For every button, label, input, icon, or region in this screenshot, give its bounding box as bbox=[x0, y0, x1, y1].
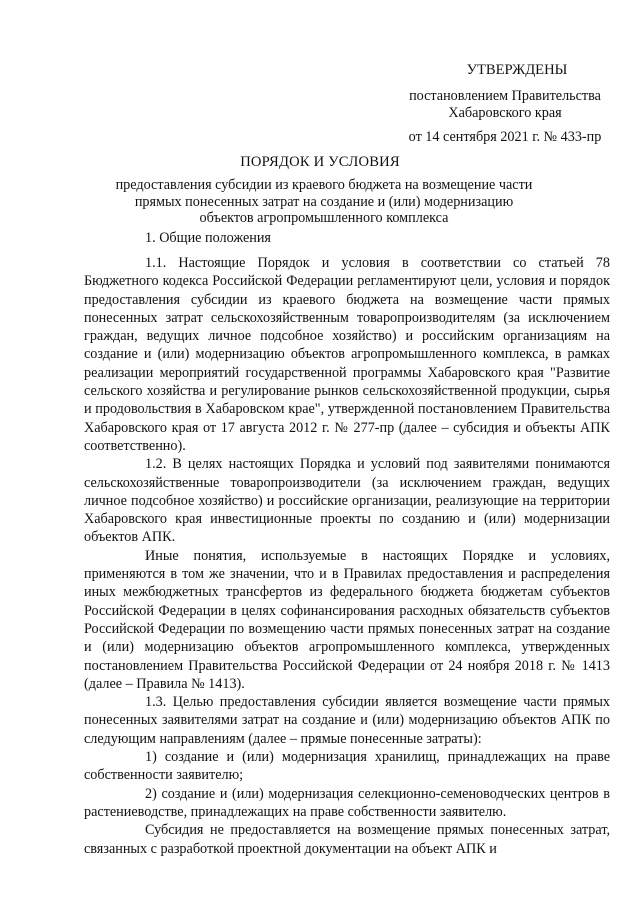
paragraph-1-3: 1.3. Целью предоставления субсидии является возмещение части прямых понесенных заявителями затрат на создание и (или) модернизацию объектов АПК по следующим направлениям (далее – прямые понесенные затраты): bbox=[84, 694, 610, 747]
document-body bbox=[84, 254, 610, 858]
document-subtitle: предоставления субсидии из краевого бюджета на возмещение части прямых понесенных затрат на создание и (или) модернизацию объектов агропромышленного комплекса bbox=[115, 177, 533, 226]
approval-title: УТВЕРЖДЕНЫ bbox=[466, 62, 568, 78]
list-item-1: 1) создание и (или) модернизация хранилищ, принадлежащих на праве собственности заявителю; bbox=[84, 749, 610, 784]
paragraph-definitions: Иные понятия, используемые в настоящих Порядке и условиях, применяются в том же значении, что и в Правилах предоставления и распределения иных межбюджетных трансфертов из федерального бюджета бюджетам субъектов Российской Федерации в целях софинансирования расходных обязательств субъектов Российской Федерации по возмещению части прямых понесенных затрат на создание и (или) модернизацию объектов агропромышленного комплекса, утвержденных постановлением Правительства Российской Федерации от 24 ноября 2018 г. № 1413 (далее – Правила № 1413). bbox=[84, 547, 610, 692]
list-item-2: 2) создание и (или) модернизация селекционно-семеноводческих центров в растениеводстве, принадлежащих на праве собственности заявителю. bbox=[84, 785, 610, 820]
approval-stamp bbox=[380, 62, 630, 146]
paragraph-exclusion: Субсидия не предоставляется на возмещение прямых понесенных затрат, связанных с разработкой проектной документации на объект АПК и bbox=[84, 822, 610, 857]
section-heading: 1. Общие положения bbox=[145, 230, 271, 246]
document-title: ПОРЯДОК И УСЛОВИЯ bbox=[240, 154, 400, 170]
paragraph-1-2: 1.2. В целях настоящих Порядка и условий под заявителями понимаются сельскохозяйственные товаропроизводители (за исключением граждан, ведущих личное подсобное хозяйство) и российские организации, реализующие на территории Хабаровского края инвестиционные проекты по созданию и (или) модернизации объектов АПК. bbox=[84, 456, 610, 546]
approval-line-1: постановлением Правительства bbox=[409, 88, 601, 104]
approval-date: от 14 сентября 2021 г. № 433-пр bbox=[408, 129, 602, 145]
paragraph-1-1: 1.1. Настоящие Порядок и условия в соответствии со статьей 78 Бюджетного кодекса Российской Федерации регламентируют цели, условия и порядок предоставления субсидии из краевого бюджета на возмещение части прямых понесенных затрат сельскохозяйственным товаропроизводителям (за исключением граждан, ведущих личное подсобное хозяйство) и российским организациям на создание и (или) модернизацию объектов агропромышленного комплекса, в рамках реализации мероприятий государственной программы Хабаровского края "Развитие сельского хозяйства и регулирование рынков сельскохозяйственной продукции, сырья и продовольствия в Хабаровском крае", утвержденной постановлением Правительства Хабаровского края от 17 августа 2012 г. № 277-пр (далее – субсидия и объекты АПК соответственно). bbox=[84, 255, 610, 454]
approval-line-2: Хабаровского края bbox=[448, 105, 562, 121]
